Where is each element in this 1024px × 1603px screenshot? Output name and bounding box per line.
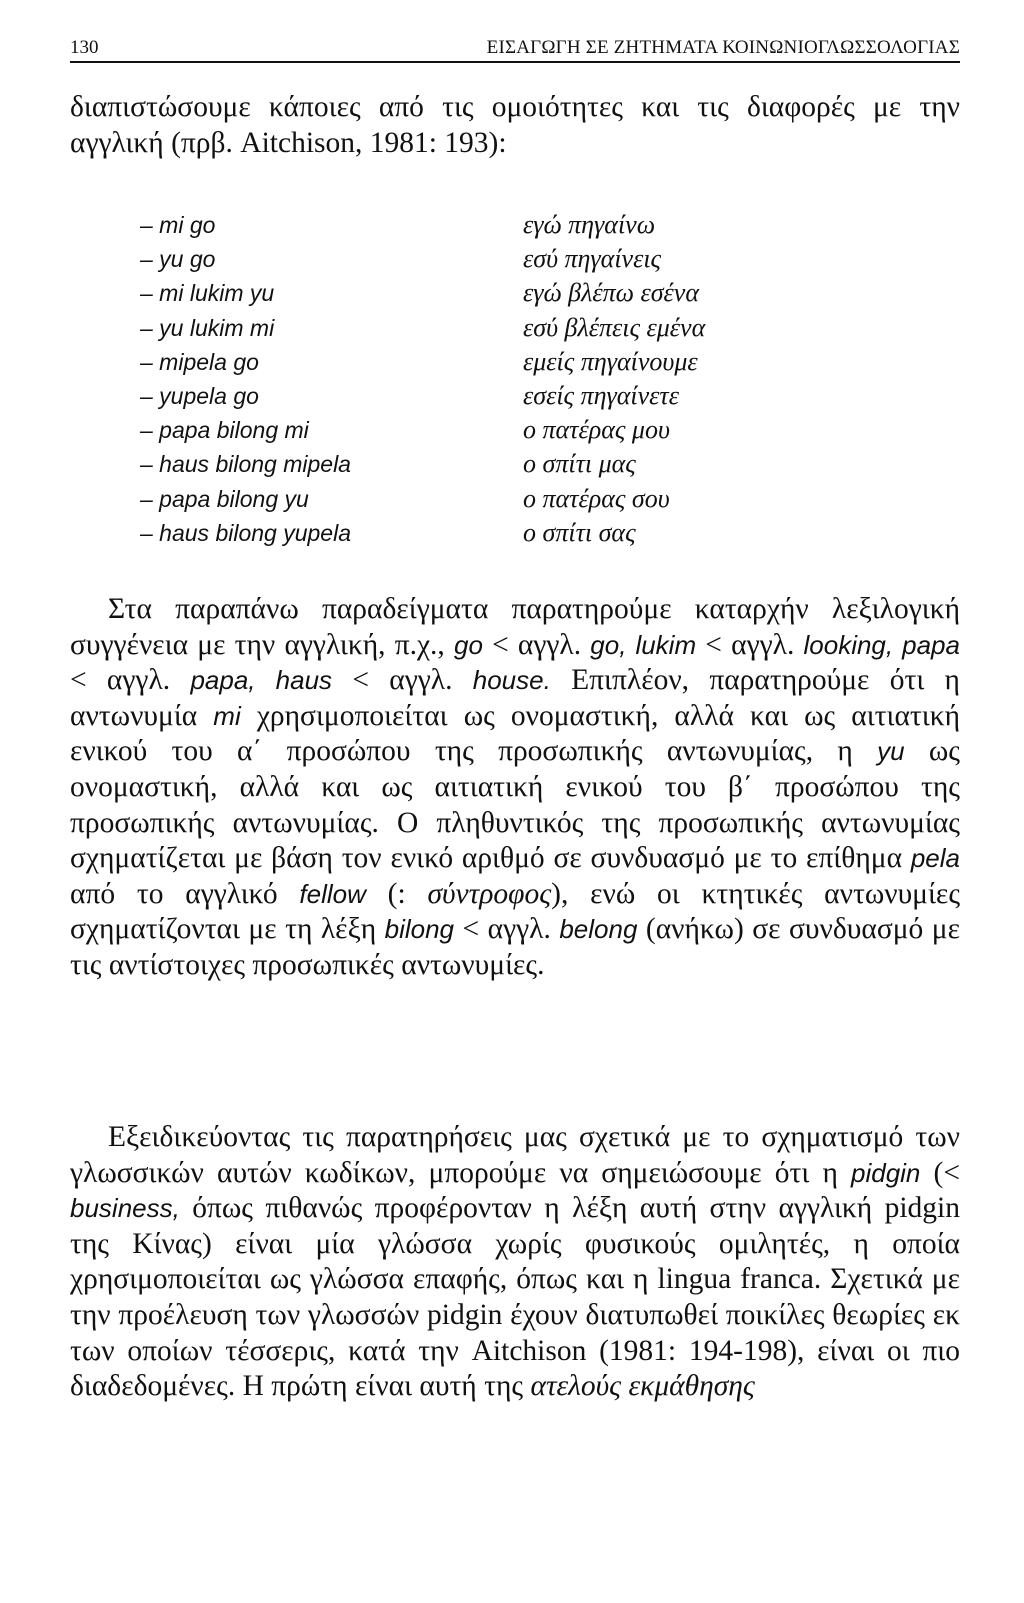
text-run: ), ενώ οι κτητικές αντωνυμίες σχηματίζονται με τη λέξη	[70, 877, 960, 946]
greek-translation: ο πατέρας σου	[523, 483, 670, 513]
running-title: ΕΙΣΑΓΩΓΗ ΣΕ ΖΗΤΗΜΑΤΑ ΚΟΙΝΩΝΙΟΓΛΩΣΣΟΛΟΓΙΑΣ	[486, 37, 960, 58]
text-run: Στα παραπάνω παραδείγματα παρατηρούμε καταρχήν λεξιλογική συγγένεια με την αγγλική, π.χ.,	[70, 593, 960, 661]
greek-translation: εσύ βλέπεις εμένα	[523, 312, 706, 342]
tok-pisin-phrase: – mi go	[140, 212, 216, 238]
term-pela: pela	[910, 843, 960, 874]
greek-translation: εμείς πηγαίνουμε	[523, 346, 698, 376]
term-looking-papa: looking, papa	[803, 629, 960, 660]
text-run: ως ονομαστική, αλλά και ως αιτιατική ενικού του β΄ προσώπου της προσωπικής αντωνυμίας. Ο πληθυντικός της προσωπικής αντωνυμίας σχηματίζεται με βάση τον ενικό αριθμό σε συνδυασμό με το επίθημα	[70, 735, 960, 875]
body-paragraph-2	[70, 1120, 960, 1405]
greek-translation: ο πατέρας μου	[523, 415, 670, 445]
example-pair	[140, 379, 960, 413]
tok-pisin-phrase: – yupela go	[140, 382, 259, 409]
text-run: (ανήκω) σε συνδυασμό με τις αντίστοιχες προσωπικές αντωνυμίες.	[70, 913, 960, 981]
text-run: < αγγλ.	[454, 913, 560, 946]
term-go: go	[453, 629, 483, 660]
example-pair	[140, 345, 960, 379]
greek-translation: εσείς πηγαίνετε	[523, 380, 679, 410]
example-pair	[140, 482, 960, 516]
example-pair	[140, 311, 960, 345]
term-pidgin: pidgin	[851, 1157, 921, 1188]
term-fellow: fellow	[299, 878, 366, 909]
tok-pisin-phrase: – papa bilong yu	[140, 485, 309, 512]
text-run: (<	[920, 1156, 960, 1189]
term-papa-haus: papa, haus	[190, 665, 333, 696]
tok-pisin-phrase: – papa bilong mi	[140, 417, 309, 444]
text-run: (:	[365, 877, 428, 910]
text-run: από το αγγλικό	[70, 877, 300, 910]
text-run: < αγγλ.	[332, 664, 473, 697]
tok-pisin-phrase: – haus bilong yupela	[140, 519, 351, 546]
greek-translation: ο σπίτι μας	[523, 449, 636, 479]
text-run: < αγγλ.	[70, 664, 191, 697]
term-atelous-ekmathisis: ατελούς εκμάθησης	[530, 1370, 755, 1403]
term-syntrofos: σύντροφος	[427, 877, 552, 910]
example-pair	[140, 413, 960, 447]
term-mi: mi	[213, 700, 241, 731]
example-pair	[140, 516, 960, 550]
term-bilong: bilong	[384, 914, 455, 945]
tok-pisin-phrase: – yu lukim mi	[140, 314, 275, 341]
term-business: business,	[70, 1193, 180, 1224]
example-pair	[140, 276, 960, 310]
tok-pisin-phrase: – mipela go	[140, 348, 259, 375]
tok-pisin-phrase: – haus bilong mipela	[140, 451, 351, 478]
example-pairs-list	[140, 208, 960, 550]
term-house: house.	[472, 665, 551, 696]
text-run: Επιπλέον, παρατηρούμε ότι η αντωνυμία	[70, 664, 960, 732]
example-pair	[140, 242, 960, 276]
intro-paragraph: διαπιστώσουμε κάποιες από τις ομοιότητες και τις διαφορές με την αγγλική (πρβ. Aitchison, 1981: 193):	[70, 91, 960, 159]
text-run: όπως πιθανώς προφέρονταν η λέξη αυτή στην αγγλική pidgin της Κίνας) είναι μία γλώσσα χωρίς φυσικούς ομιλητές, η οποία χρησιμοποιείται ως γλώσσα επαφής, όπως και η lingua franca. Σχετικά με την προέλευση των γλωσσών pidgin έχουν διατυπωθεί ποικίλες θεωρίες εκ των οποίων τέσσερις, κατά την Aitchison (1981: 194-198), είναι οι πιο διαδεδομένες. Η πρώτη είναι αυτή της	[70, 1192, 960, 1403]
greek-translation: εγώ πηγαίνω	[523, 210, 656, 239]
tok-pisin-phrase: – mi lukim yu	[140, 280, 275, 307]
greek-translation: εγώ βλέπω εσένα	[523, 278, 699, 308]
text-run: < αγγλ.	[482, 628, 591, 661]
example-pair	[140, 447, 960, 481]
page-number: 130	[70, 37, 99, 58]
text-run: χρησιμοποιείται ως ονομαστική, αλλά και ως αιτιατική ενικού του α΄ προσώπου της προσωπικής αντωνυμίας, η	[70, 699, 960, 768]
term-yu: yu	[877, 736, 905, 767]
term-belong: belong	[559, 914, 638, 945]
tok-pisin-phrase: – yu go	[140, 246, 216, 273]
body-paragraph-1	[70, 592, 960, 984]
page-header	[70, 37, 960, 63]
text-run: < αγγλ.	[696, 628, 804, 661]
greek-translation: εσύ πηγαίνεις	[523, 244, 662, 274]
text-run: Εξειδικεύοντας τις παρατηρήσεις μας σχετικά με το σχηματισμό των γλωσσικών αυτών κωδίκων, μπορούμε να σημειώσουμε ότι η	[70, 1121, 960, 1189]
greek-translation: ο σπίτι σας	[523, 517, 636, 547]
example-pair	[140, 208, 960, 242]
term-go-lukim: go, lukim	[590, 629, 697, 660]
